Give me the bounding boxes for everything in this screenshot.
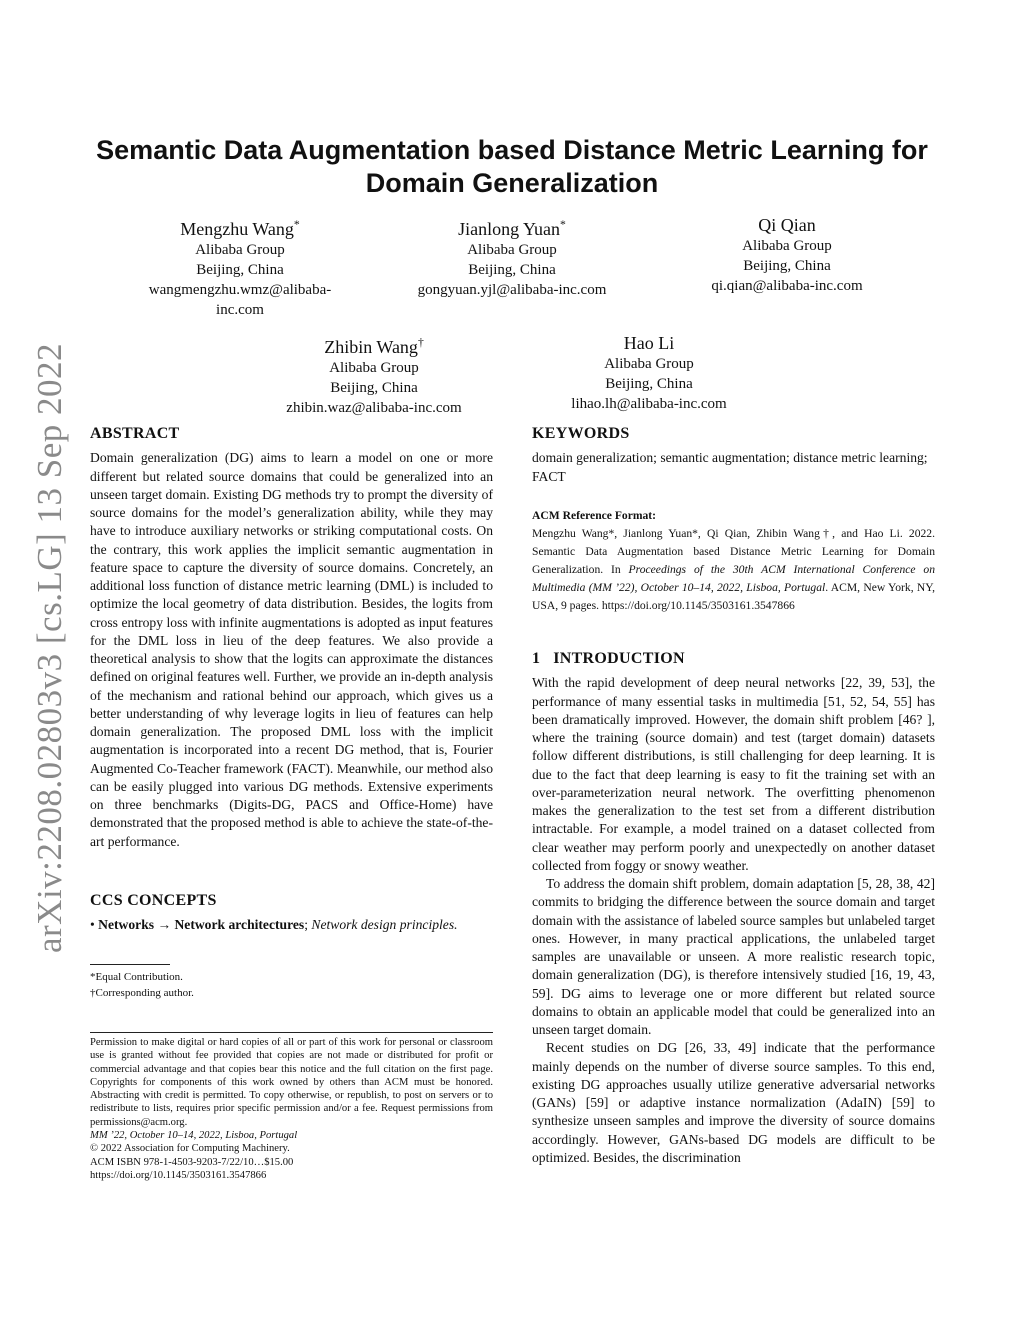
- author-location: Beijing, China: [468, 262, 556, 278]
- author-name: Mengzhu Wang: [180, 219, 294, 239]
- keywords-text: domain generalization; semantic augmentation; distance metric learning; FACT: [532, 450, 928, 484]
- author-mark: †: [417, 336, 424, 349]
- author-block: [120, 214, 360, 320]
- doi: https://doi.org/10.1145/3503161.3547866: [90, 1169, 267, 1181]
- keywords-heading: KEYWORDS: [532, 425, 630, 442]
- author-affiliation: Alibaba Group: [604, 356, 694, 372]
- isbn: ACM ISBN 978-1-4503-9203-7/22/10…$15.00: [90, 1156, 294, 1168]
- introduction-heading: 1 INTRODUCTION: [532, 650, 685, 667]
- author-name: Zhibin Wang: [324, 337, 418, 357]
- reference-authors: Mengzhu Wang*, Jianlong Yuan*, Qi Qian, Zhibin Wang†, and Hao Li. 2022. Semantic Data Augmentation based Distance Metric Learning for Domain Generalization. In: [532, 527, 935, 576]
- acm-reference: [532, 507, 935, 615]
- author-affiliation: Alibaba Group: [195, 242, 285, 258]
- footnote: *Equal Contribution.: [90, 971, 183, 983]
- paragraph: Recent studies on DG [26, 33, 49] indicate that the performance mainly depends on the number of diverse source samples. To this end, existing DG approaches usually utilize generative adversarial networks (GANs) [59] or adaptive instance normalization (AdaIN) [59] to synthesize unseen samples and improve the diversity of source domains accordingly. However, GANs-based DG models are difficult to be optimized. Besides, the discrimination: [532, 1040, 935, 1165]
- footnote-rule: [90, 964, 170, 965]
- permission-block: [90, 1036, 493, 1182]
- reference-proceedings: Proceedings of the 30th ACM International Conference on Multimedia (MM ’22), October 10–14, 2022, Lisboa, Portugal: [532, 563, 936, 594]
- author-affiliation: Alibaba Group: [329, 360, 419, 376]
- author-block: [392, 214, 632, 300]
- ccs-heading: CCS CONCEPTS: [90, 892, 217, 909]
- author-email: qi.qian@alibaba-inc.com: [711, 278, 863, 294]
- arxiv-identifier: arXiv:2208.02803v3 [cs.LG] 13 Sep 2022: [30, 342, 69, 954]
- author-affiliation: Alibaba Group: [742, 238, 832, 254]
- permission-rule: [90, 1032, 493, 1033]
- copyright: © 2022 Association for Computing Machinery.: [90, 1143, 290, 1155]
- author-email: wangmengzhu.wmz@alibaba-inc.com: [148, 282, 332, 318]
- author-email: lihao.lh@alibaba-inc.com: [571, 396, 727, 412]
- venue: MM ’22, October 10–14, 2022, Lisboa, Portugal: [90, 1130, 298, 1142]
- author-mark: *: [559, 218, 566, 231]
- paper-title: Semantic Data Augmentation based Distance Metric Learning for Domain Generalization: [96, 135, 928, 198]
- permission-text: Permission to make digital or hard copies of all or part of this work for personal or classroom use is granted without fee provided that copies are not made or distributed for profit or commercial advantage and that copies bear this notice and the full citation on the first page. Copyrights for components of this work owned by others than ACM must be honored. Abstracting with credit is permitted. To copy otherwise, or republish, to post on servers or to redistribute to lists, requires prior specific permission and/or a fee. Request permissions from permissions@acm.org.: [90, 1037, 493, 1128]
- author-location: Beijing, China: [605, 376, 693, 392]
- author-location: Beijing, China: [743, 258, 831, 274]
- abstract-heading: ABSTRACT: [90, 425, 180, 442]
- author-mark: *: [293, 218, 300, 231]
- author-block: [529, 332, 769, 414]
- separator: ;: [304, 917, 308, 933]
- paragraph: To address the domain shift problem, domain adaptation [5, 28, 38, 42] commits to bridging the difference between the source domain and target domain with the assistance of labeled source samples but unlabeled target ones. However, in many practical applications, the unlabeled target samples are unavailable or unseen. A more realistic research topic, domain generalization (DG), is therefore intensively studied [16, 19, 43, 59]. DG aims to leverage one or more different but related source domains to obtain an applicable model that could be generalized into an unseen target domain.: [532, 876, 935, 1037]
- author-affiliation: Alibaba Group: [467, 242, 557, 258]
- bullet: •: [90, 917, 95, 933]
- author-location: Beijing, China: [330, 380, 418, 396]
- author-block: [254, 332, 494, 418]
- ccs-concept: Networks: [98, 917, 155, 933]
- footnote: †Corresponding author.: [90, 986, 194, 999]
- ccs-section: [90, 892, 493, 935]
- keywords-section: [532, 425, 935, 486]
- ccs-detail: Network design principles.: [311, 917, 458, 933]
- author-name: Qi Qian: [758, 215, 816, 235]
- author-name: Hao Li: [623, 333, 675, 353]
- author-email: zhibin.waz@alibaba-inc.com: [286, 400, 462, 416]
- paragraph: With the rapid development of deep neural networks [22, 39, 53], the performance of many essential tasks in multimedia [51, 52, 54, 55] has been dramatically improved. However, the domain shift problem [46? ], where the training (source domain) and test (target domain) datasets follow different distributions, is still challenging for deep learning. It is due to the fact that deep learning is easy to fit the training set with an over-parameterization neural network. The overfitting phenomenon makes the generalization to the test set from a different distribution intractable. For example, a model trained on a dataset collected from clear weather may perform poorly and unexpectedly on another dataset collected from foggy or snowy weather.: [532, 675, 935, 873]
- author-email: gongyuan.yjl@alibaba-inc.com: [417, 282, 607, 298]
- footnotes: [90, 970, 493, 1001]
- introduction-section: [532, 650, 935, 1167]
- ccs-subconcept: Network architectures: [174, 917, 305, 933]
- acm-reference-heading: ACM Reference Format:: [532, 509, 657, 522]
- abstract-text: Domain generalization (DG) aims to learn a model on one or more different but related source domains that could be generalized into an unseen target domain. Existing DG methods try to prompt the diversity of source domains for the model’s generalization ability, while they may have to introduce auxiliary networks or striking computational costs. On the contrary, this work applies the implicit semantic augmentation in feature space to capture the diversity of source domains. Concretely, an additional loss function of distance metric learning (DML) is included to optimize the local geometry of data distribution. Besides, the logits from cross entropy loss with infinite augmentations is adopted as input features for the DML loss in lieu of the deep features. We also provide a theoretical analysis to show that the logits can approximate the distances defined on original features well. Further, we provide an in-depth analysis of the mechanism and rational behind our approach, which gives us a better understanding of why leverage logits in lieu of features can help domain generalization. The proposed DML loss with the implicit augmentation is incorporated into a recent DG method, that is, Fourier Augmented Co-Teacher framework (FACT). Meanwhile, our method also can be easily plugged into various DG methods. Extensive experiments on three benchmarks (Digits-DG, PACS and Office-Home) have demonstrated that the proposed method is able to achieve the state-of-the-art performance.: [90, 450, 493, 849]
- author-location: Beijing, China: [196, 262, 284, 278]
- author-name: Jianlong Yuan: [458, 219, 560, 239]
- arrow: →: [157, 917, 172, 933]
- abstract-section: [90, 425, 493, 851]
- author-block: [667, 214, 907, 296]
- reference-tail: . ACM, New York, NY, USA, 9 pages. https://doi.org/10.1145/3503161.3547866: [532, 581, 935, 612]
